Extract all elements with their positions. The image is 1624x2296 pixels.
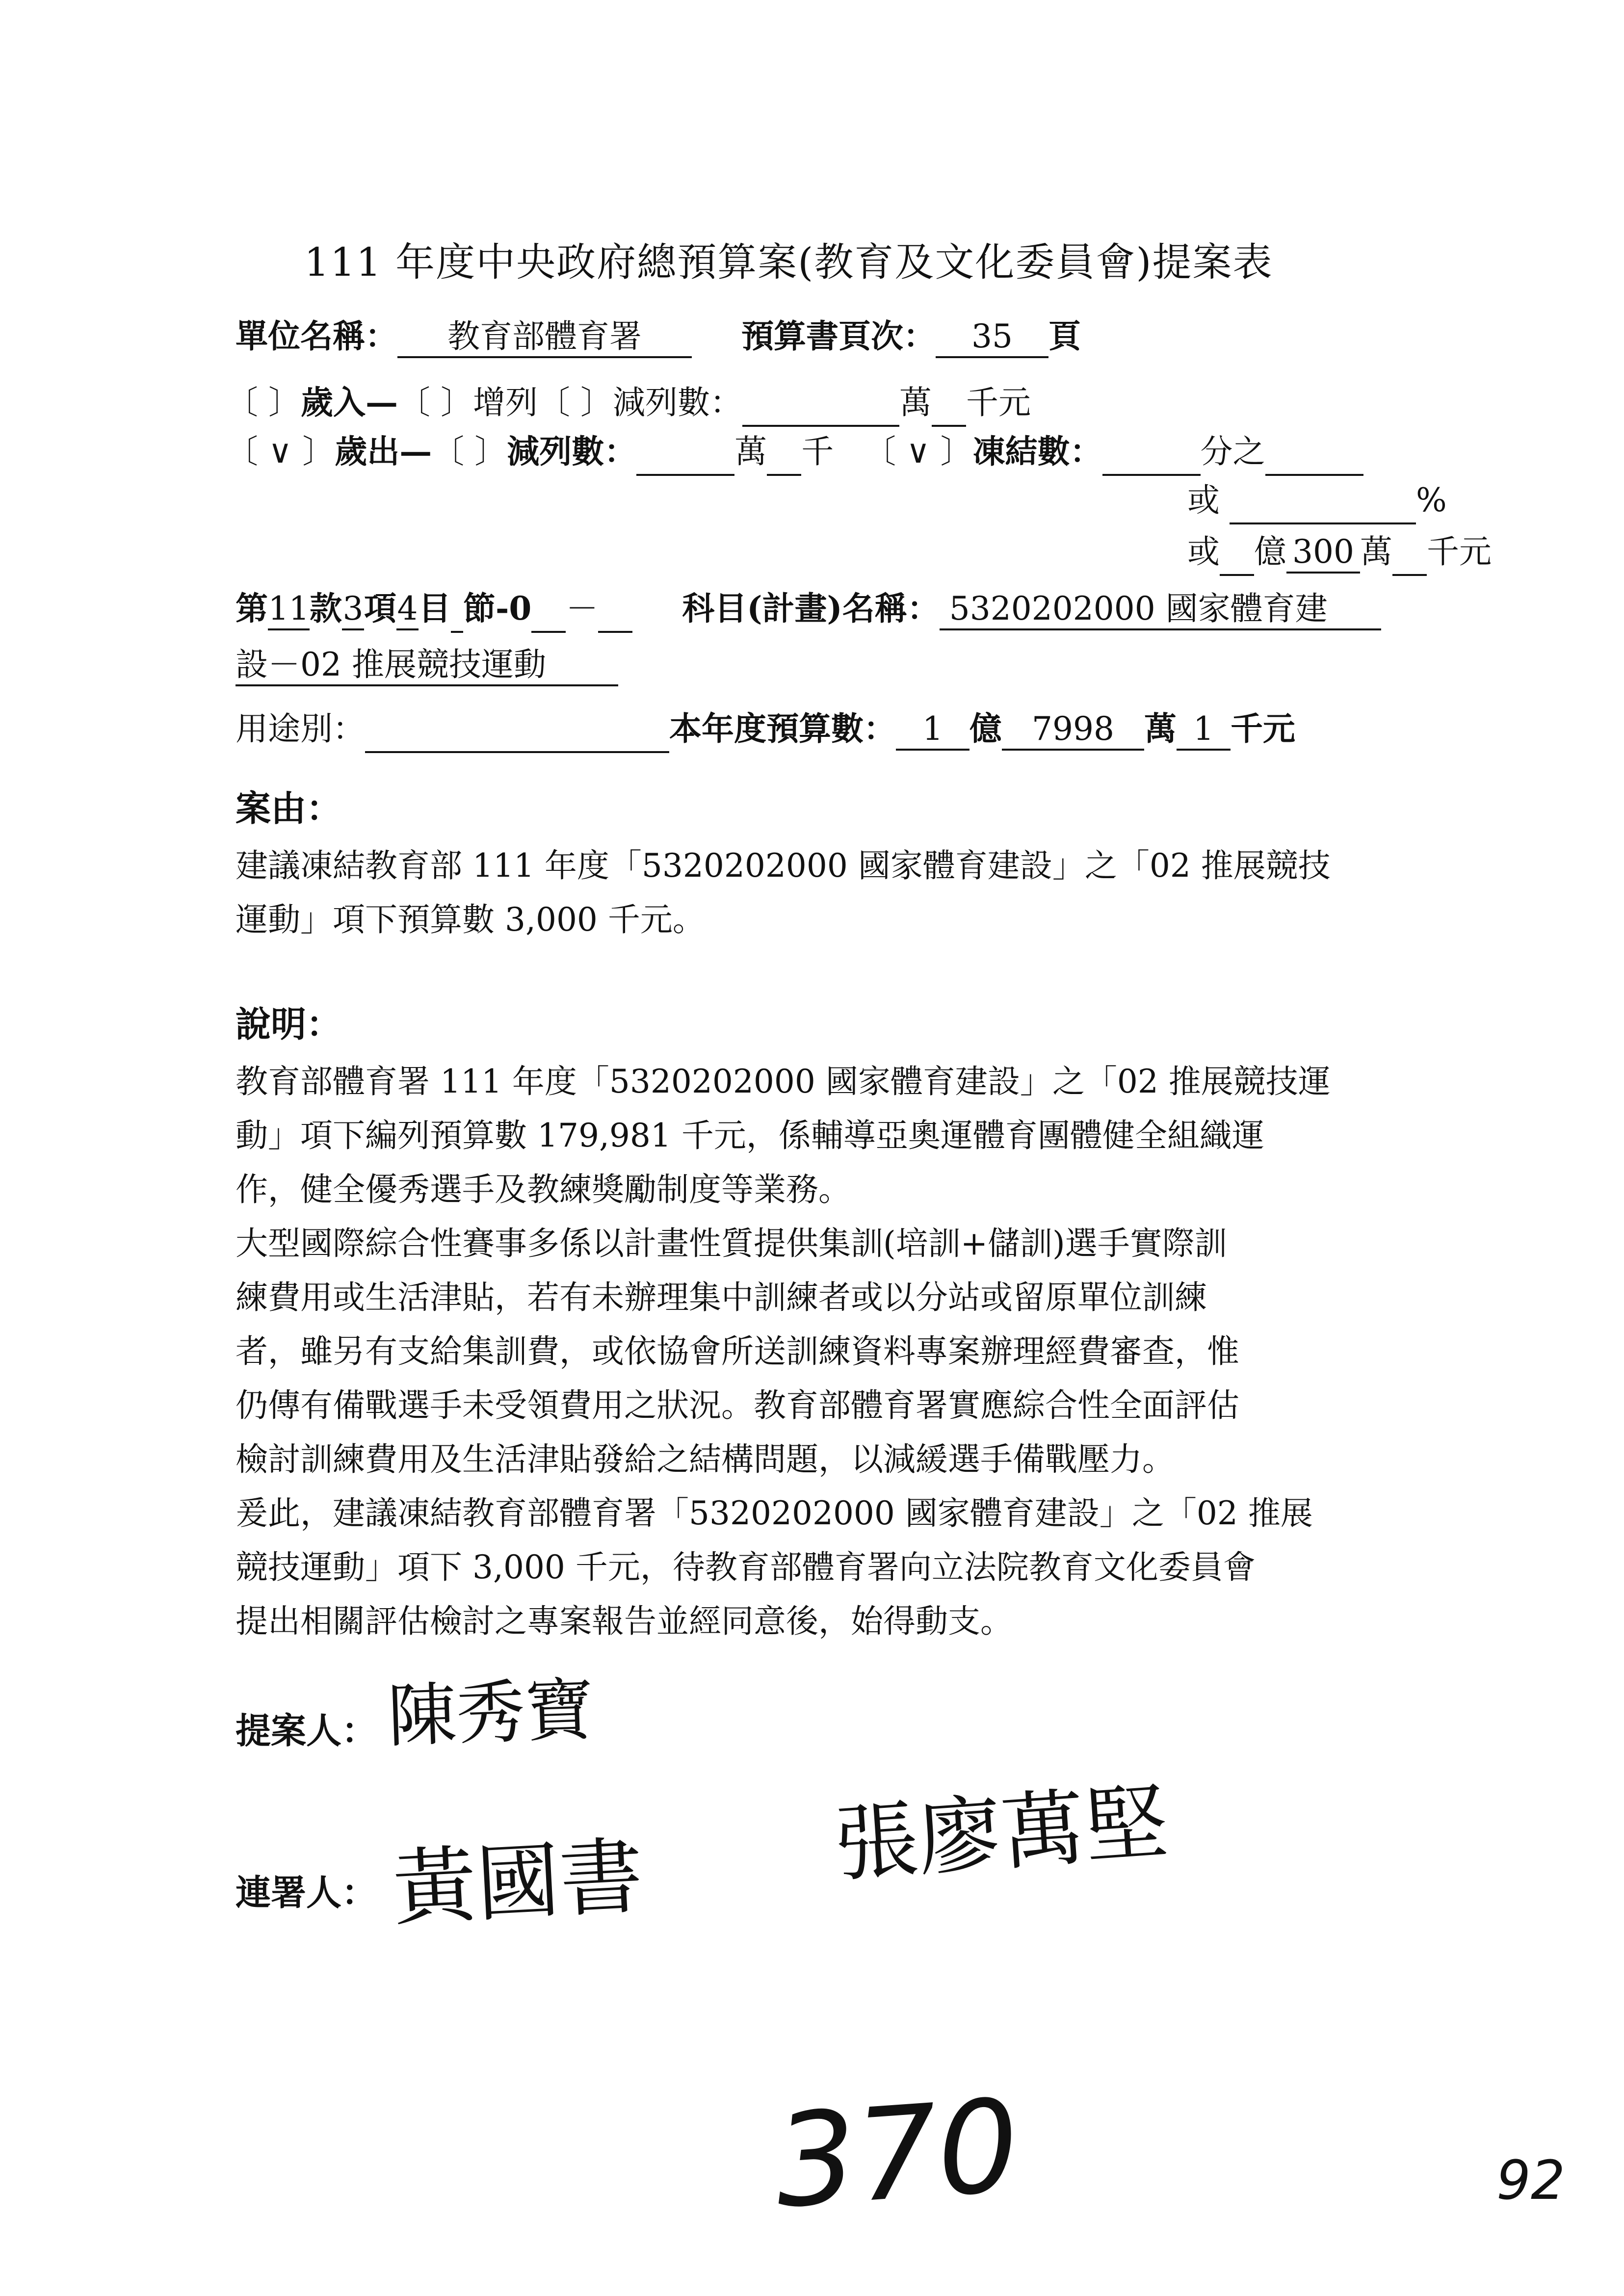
revenue-qian: 千元 [966, 384, 1031, 421]
or-wan: 萬 [1360, 533, 1392, 571]
or-qian-blank [1392, 530, 1427, 576]
explanation-line: 競技運動」項下 3,000 千元，待教育部體育署向立法院教育文化委員會 [236, 1548, 1256, 1586]
freeze-fraction: 分之 [1200, 433, 1265, 470]
revenue-decrease-checkbox: 〔 〕 [537, 384, 613, 421]
cosigner-signature-2: 張廖萬堅 [832, 1774, 1172, 1894]
freeze-label: 凍結數： [972, 432, 1102, 470]
revenue-checkbox: 〔 〕 [226, 384, 301, 421]
expense-qian-blank [767, 430, 801, 476]
reason-line: 建議凍結教育部 111 年度「5320202000 國家體育建設」之「02 推展競技 [236, 847, 1331, 885]
explanation-line: 練費用或生活津貼，若有未辦理集中訓練者或以分站或留原單位訓練 [236, 1278, 1207, 1316]
explanation-line: 仍傳有備戰選手未受領費用之狀況。教育部體育署實應綜合性全面評估 [236, 1386, 1239, 1424]
or-yi: 億 [1254, 533, 1286, 571]
revenue-increase-label: 增列 [472, 384, 538, 421]
or-wan-value: 300 [1286, 532, 1360, 574]
expense-row [226, 429, 1363, 476]
freeze-numerator-blank [1102, 430, 1201, 476]
item-kuan: 款 [310, 589, 342, 627]
reason-body [236, 839, 1442, 947]
percent-blank [1230, 478, 1416, 524]
explanation-line: 者，雖另有支給集訓費，或依協會所送訓練資料專案辦理經費審查，惟 [236, 1332, 1239, 1370]
or-qian: 千元 [1427, 533, 1492, 571]
proposer-label: 提案人： [236, 1710, 377, 1751]
or-percent-label: 或 [1187, 481, 1220, 519]
reason-heading: 案由： [236, 787, 342, 829]
explanation-line: 教育部體育署 111 年度「5320202000 國家體育建設」之「02 推展競技運 [236, 1063, 1331, 1100]
explanation-body [236, 1055, 1442, 1648]
reason-line: 運動」項下預算數 3,000 千元。 [236, 901, 705, 939]
unit-value: 教育部體育署 [397, 317, 692, 358]
budget-wan: 萬 [1144, 709, 1177, 748]
explanation-line: 作，健全優秀選手及教練獎勵制度等業務。 [236, 1171, 851, 1208]
usage-label: 用途別： [236, 710, 365, 748]
freeze-denominator-blank [1265, 430, 1363, 476]
item-xiang-value: 3 [342, 589, 364, 630]
expense-decrease-checkbox: 〔 〕 [432, 433, 507, 470]
percent-sign: % [1416, 481, 1447, 519]
subject-line1: 5320202000 國家體育建 [940, 589, 1381, 630]
item-mu: 目 [419, 589, 451, 627]
explanation-line: 檢討訓練費用及生活津貼發給之結構問題，以減緩選手備戰壓力。 [236, 1440, 1175, 1478]
unit-row [236, 314, 1081, 359]
handwritten-page-number: 370 [770, 2072, 1024, 2237]
item-jie: 節-0 [463, 589, 532, 627]
item-di: 第 [236, 589, 268, 627]
item-dash-blank [598, 587, 632, 633]
cosigner-label: 連署人： [236, 1872, 377, 1913]
expense-checkbox: 〔 ∨ 〕 [226, 433, 335, 470]
page-label: 預算書頁次： [741, 317, 936, 355]
usage-blank [365, 707, 669, 753]
budget-label: 本年度預算數： [669, 709, 896, 748]
or-amount-row [1187, 530, 1492, 576]
item-row [236, 586, 1381, 633]
explanation-line: 爰此，建議凍結教育部體育署「5320202000 國家體育建設」之「02 推展 [236, 1494, 1313, 1532]
revenue-qian-blank [932, 381, 966, 427]
explanation-line: 大型國際綜合性賽事多係以計畫性質提供集訓(培訓+儲訓)選手實際訓 [236, 1225, 1227, 1262]
proposer-signature: 陳秀寶 [386, 1670, 596, 1757]
cosigner-signature-1: 黃國書 [390, 1827, 646, 1938]
budget-qian: 千元 [1231, 709, 1295, 748]
explanation-heading: 說明： [236, 1003, 342, 1045]
item-xiang: 項 [364, 589, 396, 627]
expense-label: 歲出— [335, 432, 432, 470]
item-jie-blank [451, 587, 463, 633]
subject-continuation-row [236, 643, 618, 687]
item-dash: － [566, 590, 599, 627]
expense-decrease-label: 減列數： [507, 432, 637, 470]
corner-number: 92 [1496, 2149, 1565, 2212]
budget-yi: 億 [969, 709, 1002, 748]
item-jie-value-blank [531, 587, 566, 633]
page-value: 35 [936, 317, 1048, 358]
page-unit: 頁 [1048, 317, 1081, 355]
expense-wan-blank [636, 430, 734, 476]
revenue-wan: 萬 [899, 384, 932, 421]
subject-line2: 設－02 推展競技運動 [236, 645, 618, 686]
explanation-line: 動」項下編列預算數 179,981 千元，係輔導亞奧運體育團體健全組織運 [236, 1117, 1264, 1154]
freeze-checkbox: 〔 ∨ 〕 [864, 433, 973, 470]
revenue-amount-blank [742, 381, 899, 427]
item-mu-value: 4 [396, 589, 419, 630]
budget-qian-value: 1 [1177, 709, 1231, 751]
expense-qian: 千 [801, 433, 834, 470]
revenue-increase-checkbox: 〔 〕 [397, 384, 473, 421]
revenue-decrease-label: 減列數： [612, 384, 742, 421]
page-title: 111 年度中央政府總預算案(教育及文化委員會)提案表 [304, 239, 1273, 285]
or-yi-blank [1220, 530, 1254, 576]
subject-label: 科目(計畫)名稱： [682, 589, 940, 627]
or-percent-row [1187, 478, 1447, 524]
explanation-line: 提出相關評估檢討之專案報告並經同意後，始得動支。 [236, 1602, 1013, 1640]
budget-yi-value: 1 [896, 709, 969, 751]
expense-wan: 萬 [734, 433, 767, 470]
budget-wan-value: 7998 [1002, 709, 1144, 751]
unit-label: 單位名稱： [236, 317, 397, 355]
item-kuan-value: 11 [268, 589, 310, 630]
or-amount-label: 或 [1187, 533, 1220, 571]
revenue-label: 歲入— [300, 383, 398, 421]
usage-row [236, 706, 1295, 753]
revenue-row [226, 380, 1031, 427]
